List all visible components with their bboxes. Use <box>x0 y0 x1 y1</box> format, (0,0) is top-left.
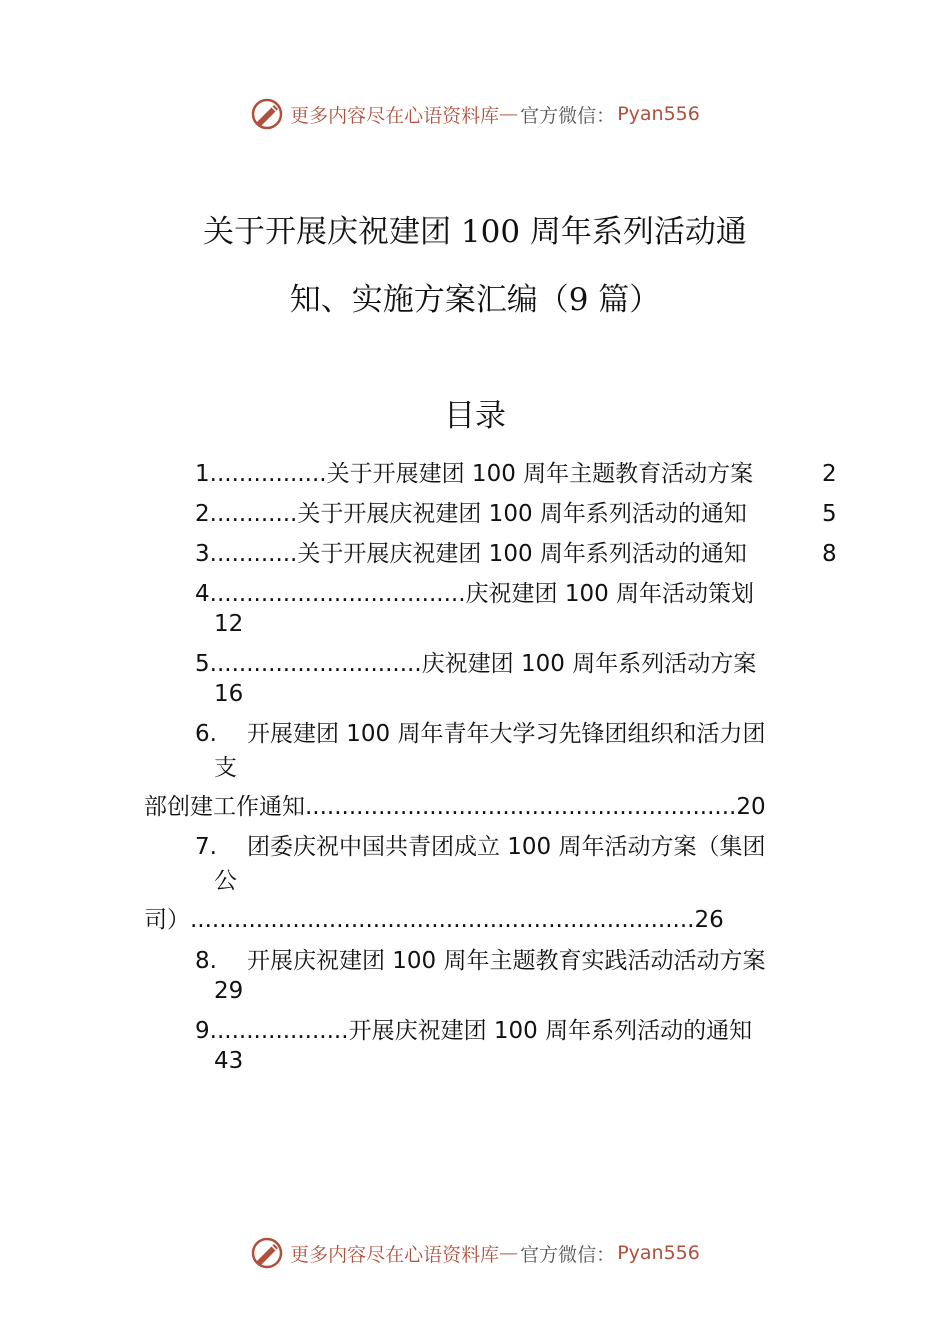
watermark-wechat-id: Pyan556 <box>617 103 700 125</box>
toc-entry-9[interactable] <box>195 1016 752 1046</box>
toc-number: 9 <box>195 1018 210 1044</box>
toc-title: 开展庆祝建团 100 周年系列活动的通知 <box>348 1018 753 1044</box>
toc-page-5: 16 <box>214 681 244 707</box>
toc-number: 7. <box>195 834 217 860</box>
toc-leader-dots: ........................................................... <box>305 794 737 820</box>
toc-title: 关于开展庆祝建团 100 周年系列活动的通知 <box>297 501 747 527</box>
toc-title: 庆祝建团 100 周年活动策划 <box>465 581 755 607</box>
toc-title: 开展庆祝建团 100 周年主题教育实践活动活动方案 <box>246 948 766 974</box>
watermark-wechat-label: 官方微信： <box>520 1243 616 1266</box>
toc-entry-6-continued <box>144 792 766 822</box>
toc-number: 5 <box>195 651 210 677</box>
toc-title: 司） <box>144 907 190 933</box>
toc-leader-dots: ................ <box>209 461 327 487</box>
toc-title: 部创建工作通知 <box>144 794 305 820</box>
toc-leader-dots: ................... <box>209 1018 349 1044</box>
toc-number: 6. <box>195 721 217 747</box>
toc-page-4: 12 <box>214 611 244 637</box>
watermark-dash: — <box>499 1242 519 1264</box>
toc-page-8: 29 <box>214 978 244 1004</box>
toc-leader-dots: ............................. <box>209 651 422 677</box>
toc-number: 2 <box>195 501 210 527</box>
toc-entry-6[interactable] <box>195 719 765 749</box>
toc-number: 3 <box>195 541 210 567</box>
watermark-wechat-label: 官方微信： <box>520 104 616 127</box>
watermark-wechat-id: Pyan556 <box>617 1242 700 1264</box>
toc-page-2: 5 <box>822 501 837 527</box>
watermark-dash: — <box>499 103 519 125</box>
toc-entry-1[interactable] <box>195 459 753 489</box>
document-title-line-1: 关于开展庆祝建团 100 周年系列活动通 <box>203 214 747 250</box>
toc-leader-dots: ................................... <box>209 581 466 607</box>
toc-entry-5[interactable] <box>195 649 756 679</box>
toc-leader-dots: ............ <box>209 501 298 527</box>
watermark-text: 更多内容尽在心语资料库 <box>290 1243 500 1266</box>
toc-entry-7[interactable] <box>195 832 765 862</box>
toc-number: 8. <box>195 948 217 974</box>
toc-heading: 目录 <box>444 398 506 434</box>
toc-page-7: 26 <box>694 907 724 933</box>
pen-logo-icon <box>250 1236 284 1270</box>
toc-number: 4 <box>195 581 210 607</box>
toc-title: 庆祝建团 100 周年系列活动方案 <box>421 651 757 677</box>
toc-title: 关于开展庆祝建团 100 周年系列活动的通知 <box>297 541 747 567</box>
toc-entry-4[interactable] <box>195 579 754 609</box>
toc-entry-8[interactable] <box>195 946 765 976</box>
footer-watermark <box>0 1233 950 1273</box>
pen-logo-icon <box>250 97 284 131</box>
toc-leader-dots: ............ <box>209 541 298 567</box>
watermark-text: 更多内容尽在心语资料库 <box>290 104 500 127</box>
toc-entry-7-wrap: 公 <box>214 868 237 894</box>
toc-entry-6-wrap: 支 <box>214 755 237 781</box>
toc-title: 关于开展建团 100 周年主题教育活动方案 <box>326 461 754 487</box>
toc-number: 1 <box>195 461 210 487</box>
toc-page-1: 2 <box>822 461 837 487</box>
toc-entry-2[interactable] <box>195 499 747 529</box>
toc-entry-7-continued <box>144 905 724 935</box>
toc-entry-3[interactable] <box>195 539 747 569</box>
toc-page-9: 43 <box>214 1048 244 1074</box>
toc-page-6: 20 <box>736 794 766 820</box>
toc-page-3: 8 <box>822 541 837 567</box>
toc-leader-dots: ..................................................................... <box>190 907 695 933</box>
toc-title: 团委庆祝中国共青团成立 100 周年活动方案（集团 <box>246 834 766 860</box>
toc-title: 开展建团 100 周年青年大学习先锋团组织和活力团 <box>246 721 766 747</box>
document-title-line-2: 知、实施方案汇编（9 篇） <box>289 282 661 318</box>
header-watermark <box>0 94 950 134</box>
